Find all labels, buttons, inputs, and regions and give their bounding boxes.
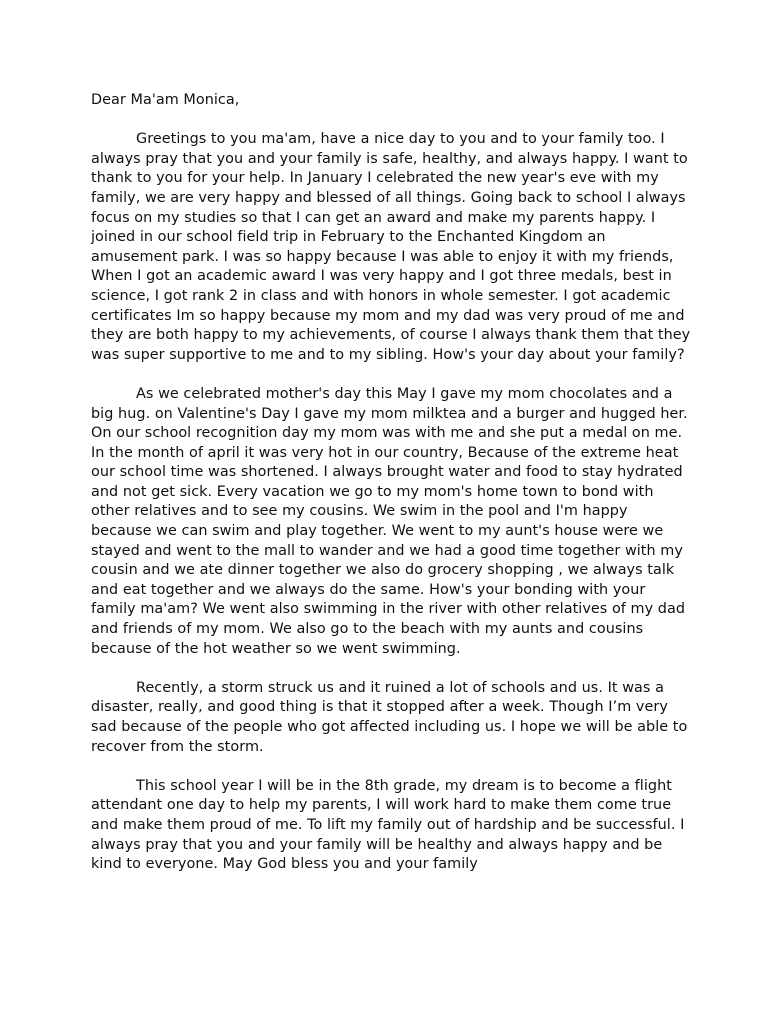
letter-paragraph-3: Recently, a storm struck us and it ruined a lot of schools and us. It was a disaster, really, and good thing is that it stopped after a week. Though I’m very sad because of the people who got affected including us. I hope we will be able to recover from the storm. [91,679,688,755]
letter-paragraph-2: As we celebrated mother's day this May I gave my mom chocolates and a big hug. on Valentine's Day I gave my mom milktea and a burger and hugged her. On our school recognition day my mom was with me and she put a medal on me. In the month of april it was very hot in our country, Because of the extreme heat our school time was shortened. I always brought water and food to stay hydrated and not get sick. Every vacation we go to my mom's home town to bond with other relatives and to see my cousins. We swim in the pool and I'm happy because we can swim and play together. We went to my aunt's house were we stayed and went to the mall to wander and we had a good time together with my cousin and we ate dinner together we also do grocery shopping , we always talk and eat together and we always do the same. How's your bonding with your family ma'am? We went also swimming in the river with other relatives of my dad and friends of my mom. We also go to the beach with my aunts and cousins because of the hot weather so we went swimming. [91,385,688,657]
letter-paragraph-4: This school year I will be in the 8th grade, my dream is to become a flight attendant one day to help my parents, I will work hard to make them come true and make them proud of me. To lift my family out of hardship and be successful. I always pray that you and your family will be healthy and always happy and be kind to everyone. May God bless you and your family [91,777,685,873]
letter-salutation: Dear Ma'am Monica, [91,92,240,108]
letter-paragraph-1: Greetings to you ma'am, have a nice day to you and to your family too. I always pray that you and your family is safe, healthy, and always happy. I want to thank to you for your help. In January I celebrated the new year's eve with my family, we are very happy and blessed of all things. Going back to school I always focus on my studies so that I can get an award and make my parents happy. I joined in our school field trip in February to the Enchanted Kingdom an amusement park. I was so happy because I was able to enjoy it with my friends, When I got an academic award I was very happy and I got three medals, best in science, I got rank 2 in class and with honors in whole semester. I got academic certificates Im so happy because my mom and my dad was very proud of me and they are both happy to my achievements, of course I always thank them that they was super supportive to me and to my sibling. How's your day about your family? [91,131,691,363]
letter-page [91,91,691,875]
